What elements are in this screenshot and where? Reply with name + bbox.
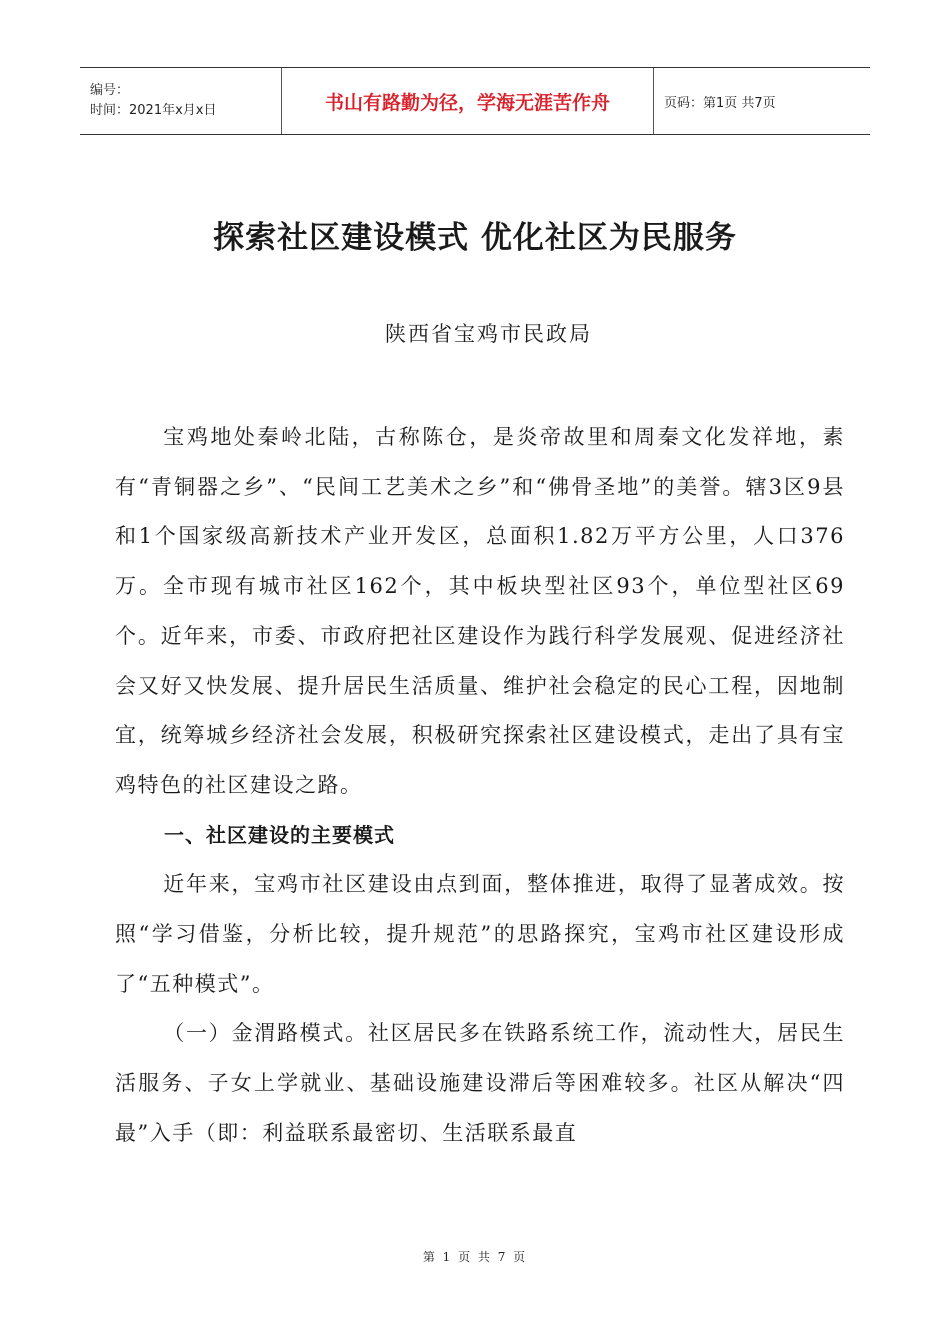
page-footer: 第 1 页 共 7 页	[422, 1250, 528, 1264]
date-label: 时间：2021年x月x日	[90, 103, 217, 118]
header-page-info	[654, 68, 870, 134]
document-header	[80, 67, 870, 135]
motto-text: 书山有路勤为径，学海无涯苦作舟	[324, 91, 610, 114]
page-info-text: 页码：第1页 共7页	[664, 95, 776, 111]
body-paragraph: 近年来，宝鸡市社区建设由点到面，整体推进，取得了显著成效。按照“学习借鉴，分析比较，提升规范”的思路探究，宝鸡市社区建设形成了“五种模式”。	[115, 872, 845, 996]
document-title: 探索社区建设模式 优化社区为民服务	[213, 220, 737, 256]
header-meta	[80, 68, 281, 134]
document-author: 陕西省宝鸡市民政局	[385, 322, 592, 346]
document-body	[115, 413, 845, 1159]
body-paragraph: 宝鸡地处秦岭北陆，古称陈仓，是炎帝故里和周秦文化发祥地，素有“青铜器之乡”、“民间工艺美术之乡”和“佛骨圣地”的美誉。辖3区9县和1个国家级高新技术产业开发区，总面积1.82万平方公里，人口376万。全市现有城市社区162个，其中板块型社区93个，单位型社区69个。近年来，市委、市政府把社区建设作为践行科学发展观、促进经济社会又好又快发展、提升居民生活质量、维护社会稳定的民心工程，因地制宜，统筹城乡经济社会发展，积极研究探索社区建设模式，走出了具有宝鸡特色的社区建设之路。	[115, 425, 845, 797]
header-motto	[281, 68, 654, 134]
number-label: 编号：	[90, 83, 130, 98]
section-heading: 一、社区建设的主要模式	[164, 822, 395, 847]
body-paragraph: （一）金渭路模式。社区居民多在铁路系统工作，流动性大，居民生活服务、子女上学就业、基础设施建设滞后等困难较多。社区从解决“四最”入手（即：利益联系最密切、生活联系最直	[115, 1021, 845, 1145]
